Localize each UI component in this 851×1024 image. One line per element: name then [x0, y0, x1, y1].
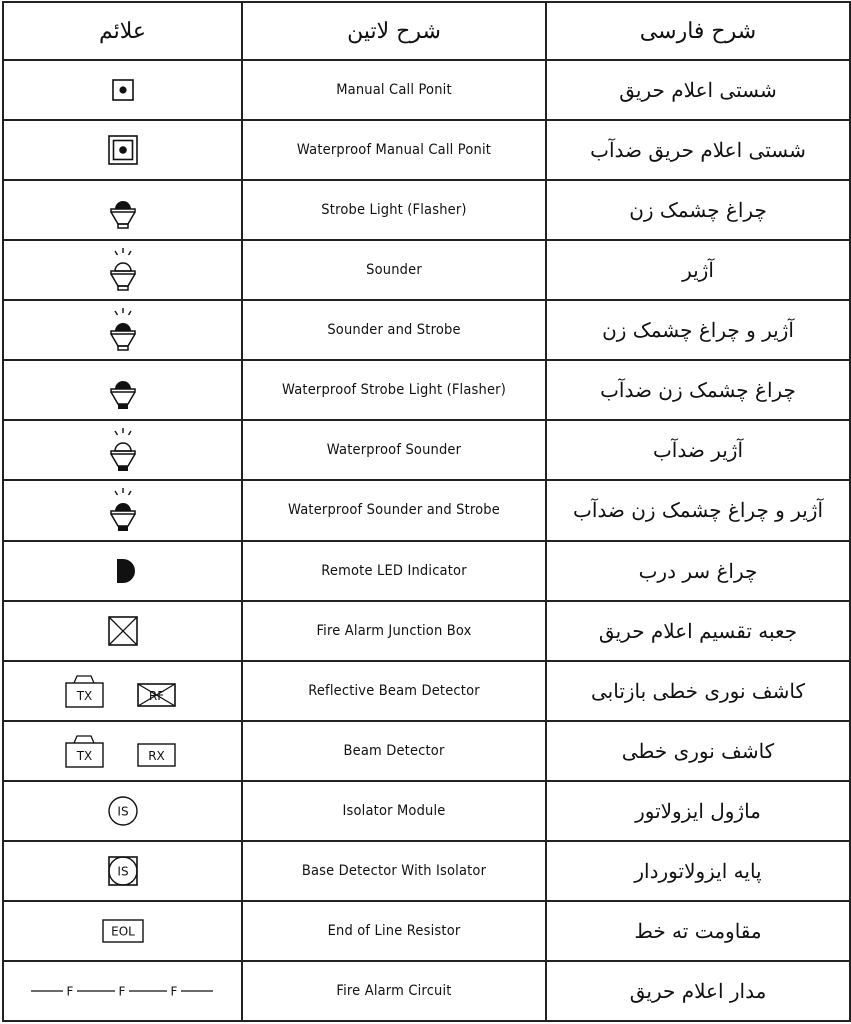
table-row: [3, 961, 850, 1021]
fire-alarm-circuit-icon: [31, 982, 215, 1000]
latin-description: Waterproof Sounder and Strobe: [257, 480, 531, 540]
base-detector-isolator-icon: [107, 855, 139, 887]
tx-label: TX: [76, 748, 92, 763]
latin-description: End of Line Resistor: [257, 901, 531, 961]
table-row: [3, 60, 850, 120]
table-row: [3, 120, 850, 180]
waterproof-strobe-light-icon: [108, 369, 138, 411]
persian-description: آژیر ضدآب: [546, 420, 850, 480]
table-row: [3, 360, 850, 420]
f-label: F: [170, 984, 177, 999]
table-row: [3, 300, 850, 360]
f-label: F: [118, 984, 125, 999]
sounder-icon: [108, 247, 138, 293]
persian-description: شستی اعلام حریق ضدآب: [546, 120, 850, 180]
remote-led-indicator-icon: [108, 558, 138, 584]
latin-description: Base Detector With Isolator: [257, 841, 531, 901]
persian-description: چراغ چشمک زن: [546, 180, 850, 240]
table-row: [3, 721, 850, 781]
beam-detector-icon: [65, 733, 181, 769]
persian-description: شستی اعلام حریق: [546, 60, 850, 120]
persian-description: آژیر: [546, 240, 850, 300]
table-row: [3, 541, 850, 601]
table-row: [3, 180, 850, 240]
latin-description: Remote LED Indicator: [257, 541, 531, 601]
latin-description: Waterproof Sounder: [257, 420, 531, 480]
persian-description: چراغ چشمک زن ضدآب: [546, 360, 850, 420]
end-of-line-resistor-icon: [102, 919, 144, 943]
latin-description: Fire Alarm Junction Box: [257, 601, 531, 661]
header-row: [3, 2, 850, 60]
persian-description: پایه ایزولاتوردار: [546, 841, 850, 901]
latin-description: Manual Call Ponit: [257, 60, 531, 120]
waterproof-sounder-icon: [108, 427, 138, 473]
persian-description: مدار اعلام حریق: [546, 961, 850, 1021]
tx-label: TX: [76, 688, 92, 703]
strobe-light-icon: [108, 189, 138, 231]
table-row: [3, 420, 850, 480]
header-symbols: علائم: [3, 2, 242, 60]
sounder-strobe-icon: [108, 307, 138, 353]
latin-description: Sounder and Strobe: [257, 300, 531, 360]
table-row: [3, 841, 850, 901]
symbol-legend-table: [2, 1, 851, 1022]
isolator-module-icon: [107, 795, 139, 827]
rx-label: RX: [147, 748, 165, 763]
latin-description: Waterproof Manual Call Ponit: [257, 120, 531, 180]
manual-call-point-icon: [112, 79, 134, 101]
table-row: [3, 480, 850, 540]
persian-description: مقاومت ته خط: [546, 901, 850, 961]
table-row: [3, 781, 850, 841]
table-row: [3, 661, 850, 721]
is-label: IS: [116, 864, 129, 879]
persian-description: جعبه تقسیم اعلام حریق: [546, 601, 850, 661]
persian-description: آژیر و چراغ چشمک زن: [546, 300, 850, 360]
eol-label: EOL: [110, 924, 135, 939]
latin-description: Waterproof Strobe Light (Flasher): [257, 360, 531, 420]
is-label: IS: [116, 804, 129, 819]
header-persian-description: شرح فارسی: [546, 2, 850, 60]
table-row: [3, 240, 850, 300]
persian-description: چراغ سر درب: [546, 541, 850, 601]
latin-description: Isolator Module: [257, 781, 531, 841]
rf-label: RF: [148, 688, 164, 703]
persian-description: کاشف نوری خطی بازتابی: [546, 661, 850, 721]
latin-description: Reflective Beam Detector: [257, 661, 531, 721]
f-label: F: [66, 984, 73, 999]
latin-description: Sounder: [257, 240, 531, 300]
waterproof-manual-call-point-icon: [108, 135, 138, 165]
table-row: [3, 601, 850, 661]
persian-description: ماژول ایزولاتور: [546, 781, 850, 841]
latin-description: Fire Alarm Circuit: [257, 961, 531, 1021]
junction-box-icon: [108, 616, 138, 646]
reflective-beam-detector-icon: [65, 673, 181, 709]
persian-description: کاشف نوری خطی: [546, 721, 850, 781]
latin-description: Strobe Light (Flasher): [257, 180, 531, 240]
table-row: [3, 901, 850, 961]
waterproof-sounder-strobe-icon: [108, 487, 138, 533]
header-latin-description: شرح لاتین: [242, 2, 546, 60]
persian-description: آژیر و چراغ چشمک زن ضدآب: [546, 480, 850, 540]
latin-description: Beam Detector: [257, 721, 531, 781]
